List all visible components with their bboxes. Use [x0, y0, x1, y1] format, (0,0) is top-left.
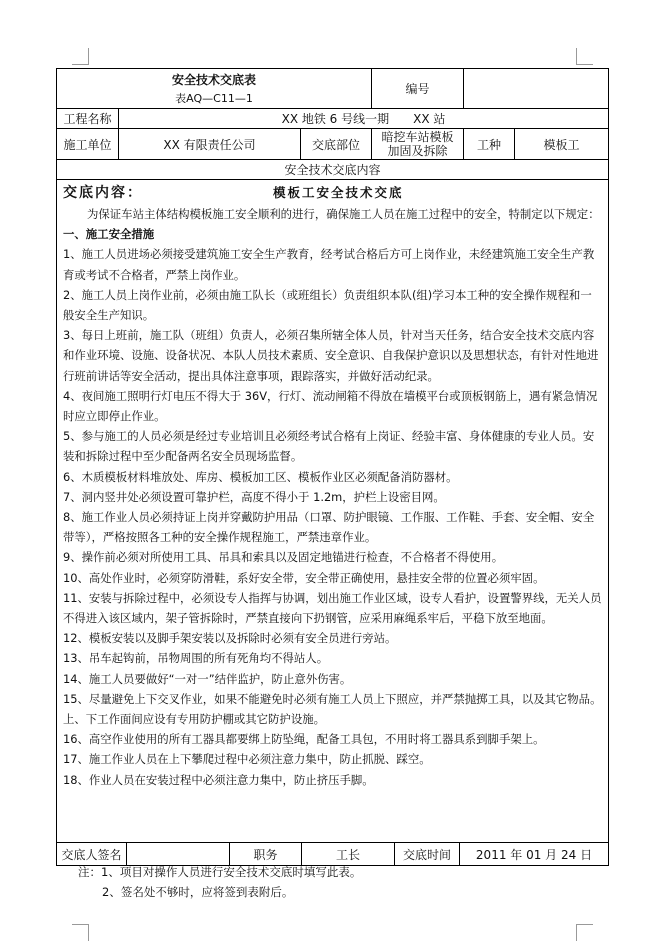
unit-label: 施工单位 — [57, 129, 119, 159]
list-item: 1、施工人员进场必须接受建筑施工安全生产教育，经考试合格后方可上岗作业，未经建筑施工安全生产教育或考试不合格者，严禁上岗作业。 — [63, 247, 595, 282]
list-item: 15、尽量避免上下交叉作业，如果不能避免时必须有施工人员上下照应，并严禁抛掷工具，以及其它物品。上、下工作面间应设有专用防护棚或其它防护设施。 — [63, 691, 602, 727]
list-item: 4、夜间施工照明行灯电压不得大于 36V，行灯、流动闸箱不得放在墙模平台或顶板钢筋上，遇有紧急情况时应立即停止作业。 — [63, 388, 598, 424]
position-value[interactable]: 工长 — [302, 843, 395, 865]
position-label: 职务 — [230, 843, 302, 865]
trade-label: 工种 — [464, 129, 515, 159]
list-item: 7、洞内竖井处必须设置可靠护栏，高度不得小于 1.2m，护栏上设密目网。 — [63, 489, 445, 504]
list-item: 11、安装与拆除过程中，必须设专人指挥与协调，划出施工作业区域，设专人看护，设置警界线，无关人员不得进入该区域内，架子管拆除时，严禁直接向下扔钢管，应采用麻绳系牢后，平稳下放至地面。 — [63, 590, 602, 626]
project-value[interactable]: XX 地铁 6 号线一期 XX 站 — [281, 112, 446, 126]
note-2: 2、签名处不够时，应将签到表附后。 — [102, 885, 294, 899]
content-header: 安全技术交底内容 — [284, 163, 381, 177]
project-label: 工程名称 — [57, 109, 119, 128]
list-item: 2、施工人员上岗作业前，必须由施工队长（或班组长）负责组织本队(组)学习本工种的安全操作规程和一般安全生产知识。 — [63, 287, 592, 323]
list-item: 10、高处作业时，必须穿防滑鞋，系好安全带，安全带正确使用，悬挂安全带的位置必须牢固。 — [63, 570, 545, 585]
time-value[interactable]: 2011 年 01 月 24 日 — [475, 847, 593, 862]
unit-row — [57, 129, 608, 160]
time-label: 交底时间 — [395, 843, 460, 865]
form-title-cell — [57, 69, 372, 108]
crop-mark-top-right — [576, 48, 593, 65]
list-item: 6、木质模板材料堆放处、库房、模板加工区、模板作业区必须配备消防器材。 — [63, 469, 458, 484]
form-title: 安全技术交底表 — [171, 73, 256, 87]
list-item: 8、施工作业人员必须持证上岗并穿戴防护用品（口罩、防护眼镜、工作服、工作鞋、手套、安全帽、安全带等），严格按照各工种的安全操作规程施工，严禁违章作业。 — [63, 510, 595, 545]
content-topic: 模板工安全技术交底 — [273, 184, 404, 200]
crop-mark-bottom-left — [72, 924, 89, 941]
intro-paragraph: 为保证车站主体结构模板施工安全顺利的进行，确保施工人员在施工过程中的安全，特制定以下规定： — [87, 207, 600, 221]
list-item: 12、模板安装以及脚手架安装以及拆除时必须有安全员进行旁站。 — [63, 631, 397, 646]
list-item: 16、高空作业使用的所有工器具都要绑上防坠绳，配备工具包，不用时将工器具系到脚手架上。 — [63, 732, 545, 747]
content-row — [57, 180, 608, 843]
form-code: 表AQ—C11—1 — [175, 92, 253, 105]
list-item: 13、吊车起钩前，吊物周围的所有死角均不得站人。 — [63, 651, 329, 666]
part-value[interactable]: 暗挖车站模板加固及拆除 — [372, 129, 464, 159]
number-label: 编号 — [372, 69, 464, 108]
form-notes — [78, 862, 361, 902]
note-1: 注：1、项目对操作人员进行安全技术交底时填写此表。 — [78, 865, 362, 879]
unit-value[interactable]: XX 有限责任公司 — [119, 129, 301, 159]
content-heading — [63, 182, 602, 204]
list-item: 9、操作前必须对所使用工具、吊具和索具以及固定地锚进行检查，不合格者不得使用。 — [63, 550, 504, 565]
signer-label: 交底人签名 — [57, 843, 127, 865]
list-item: 5、参与施工的人员必须是经过专业培训且必须经考试合格有上岗证、经验丰富、身体健康的专业人员。安装和拆除过程中至少配备两名安全员现场监督。 — [63, 429, 595, 464]
crop-mark-top-left — [72, 48, 89, 65]
section-title: 一、施工安全措施 — [63, 227, 155, 242]
part-label: 交底部位 — [301, 129, 372, 159]
number-value[interactable] — [464, 69, 608, 108]
crop-mark-bottom-right — [576, 924, 593, 941]
list-item: 17、施工作业人员在上下攀爬过程中必须注意力集中，防止抓脱、踩空。 — [63, 752, 431, 767]
list-item: 14、施工人员要做好“一对一”结伴监护，防止意外伤害。 — [63, 671, 352, 686]
project-row — [57, 109, 608, 129]
content-body — [57, 180, 608, 842]
trade-value[interactable]: 模板工 — [543, 137, 580, 152]
list-item: 18、作业人员在安装过程中必须注意力集中，防止挤压手脚。 — [63, 772, 374, 787]
list-item: 3、每日上班前，施工队（班组）负责人，必须召集所辖全体人员，针对当天任务，结合安全技术交底内容和作业环境、设施、设备状况、本队人员技术素质、安全意识、自我保护意识以及思想状态，有针对性地进行班前讲话等安全活动，提出具体注意事项，跟踪落实，并做好活动纪录。 — [63, 328, 599, 383]
title-row — [57, 69, 608, 109]
content-header-row — [57, 160, 608, 180]
safety-briefing-form — [56, 68, 609, 866]
content-label: 交底内容： — [63, 184, 143, 201]
